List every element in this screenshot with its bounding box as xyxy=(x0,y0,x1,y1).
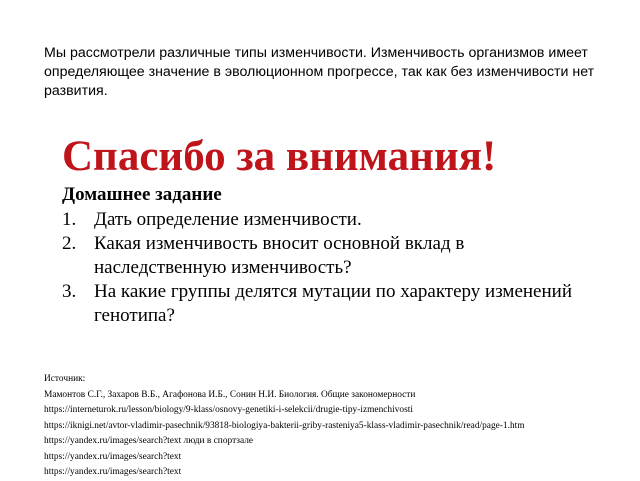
homework-title: Домашнее задание xyxy=(62,184,222,205)
source-line: Мамонтов С.Г., Захаров В.Б., Агафонова И.Б., Сонин Н.И. Биология. Общие закономерности xyxy=(44,389,416,400)
homework-item xyxy=(62,280,582,328)
sources-block xyxy=(44,372,634,481)
homework-item-number: 2. xyxy=(62,233,77,254)
sources-label: Источник: xyxy=(44,374,86,384)
homework-item xyxy=(62,208,582,232)
homework-item xyxy=(62,232,582,280)
source-line: https://interneturok.ru/lesson/biology/9-klass/osnovy-genetiki-i-selekcii/drugie-tipy-izmenchivosti xyxy=(44,405,413,415)
homework-list xyxy=(62,208,582,328)
intro-paragraph: Мы рассмотрели различные типы изменчивости. Изменчивость организмов имеет определяющее значение в эволюционном прогрессе, так как без изменчивости нет развития. xyxy=(44,45,595,99)
source-line: https://iknigi.net/avtor-vladimir-pasechnik/93818-biologiya-bakterii-griby-rasteniya5-klass-vladimir-pasechnik/read/page-1.htm xyxy=(44,420,525,431)
homework-item-number: 1. xyxy=(62,209,77,230)
homework-item-text: На какие группы делятся мутации по характеру изменений генотипа? xyxy=(94,281,572,326)
homework-item-text: Какая изменчивость вносит основной вклад в наследственную изменчивость? xyxy=(94,233,465,278)
homework-item-text: Дать определение изменчивости. xyxy=(94,209,362,230)
source-line: https://yandex.ru/images/search?text xyxy=(44,451,182,462)
source-line: https://yandex.ru/images/search?text xyxy=(44,467,182,477)
source-line: https://yandex.ru/images/search?text люди в спортзале xyxy=(44,436,254,446)
homework-item-number: 3. xyxy=(62,281,77,302)
thanks-heading: Спасибо за внимания! xyxy=(62,133,497,180)
